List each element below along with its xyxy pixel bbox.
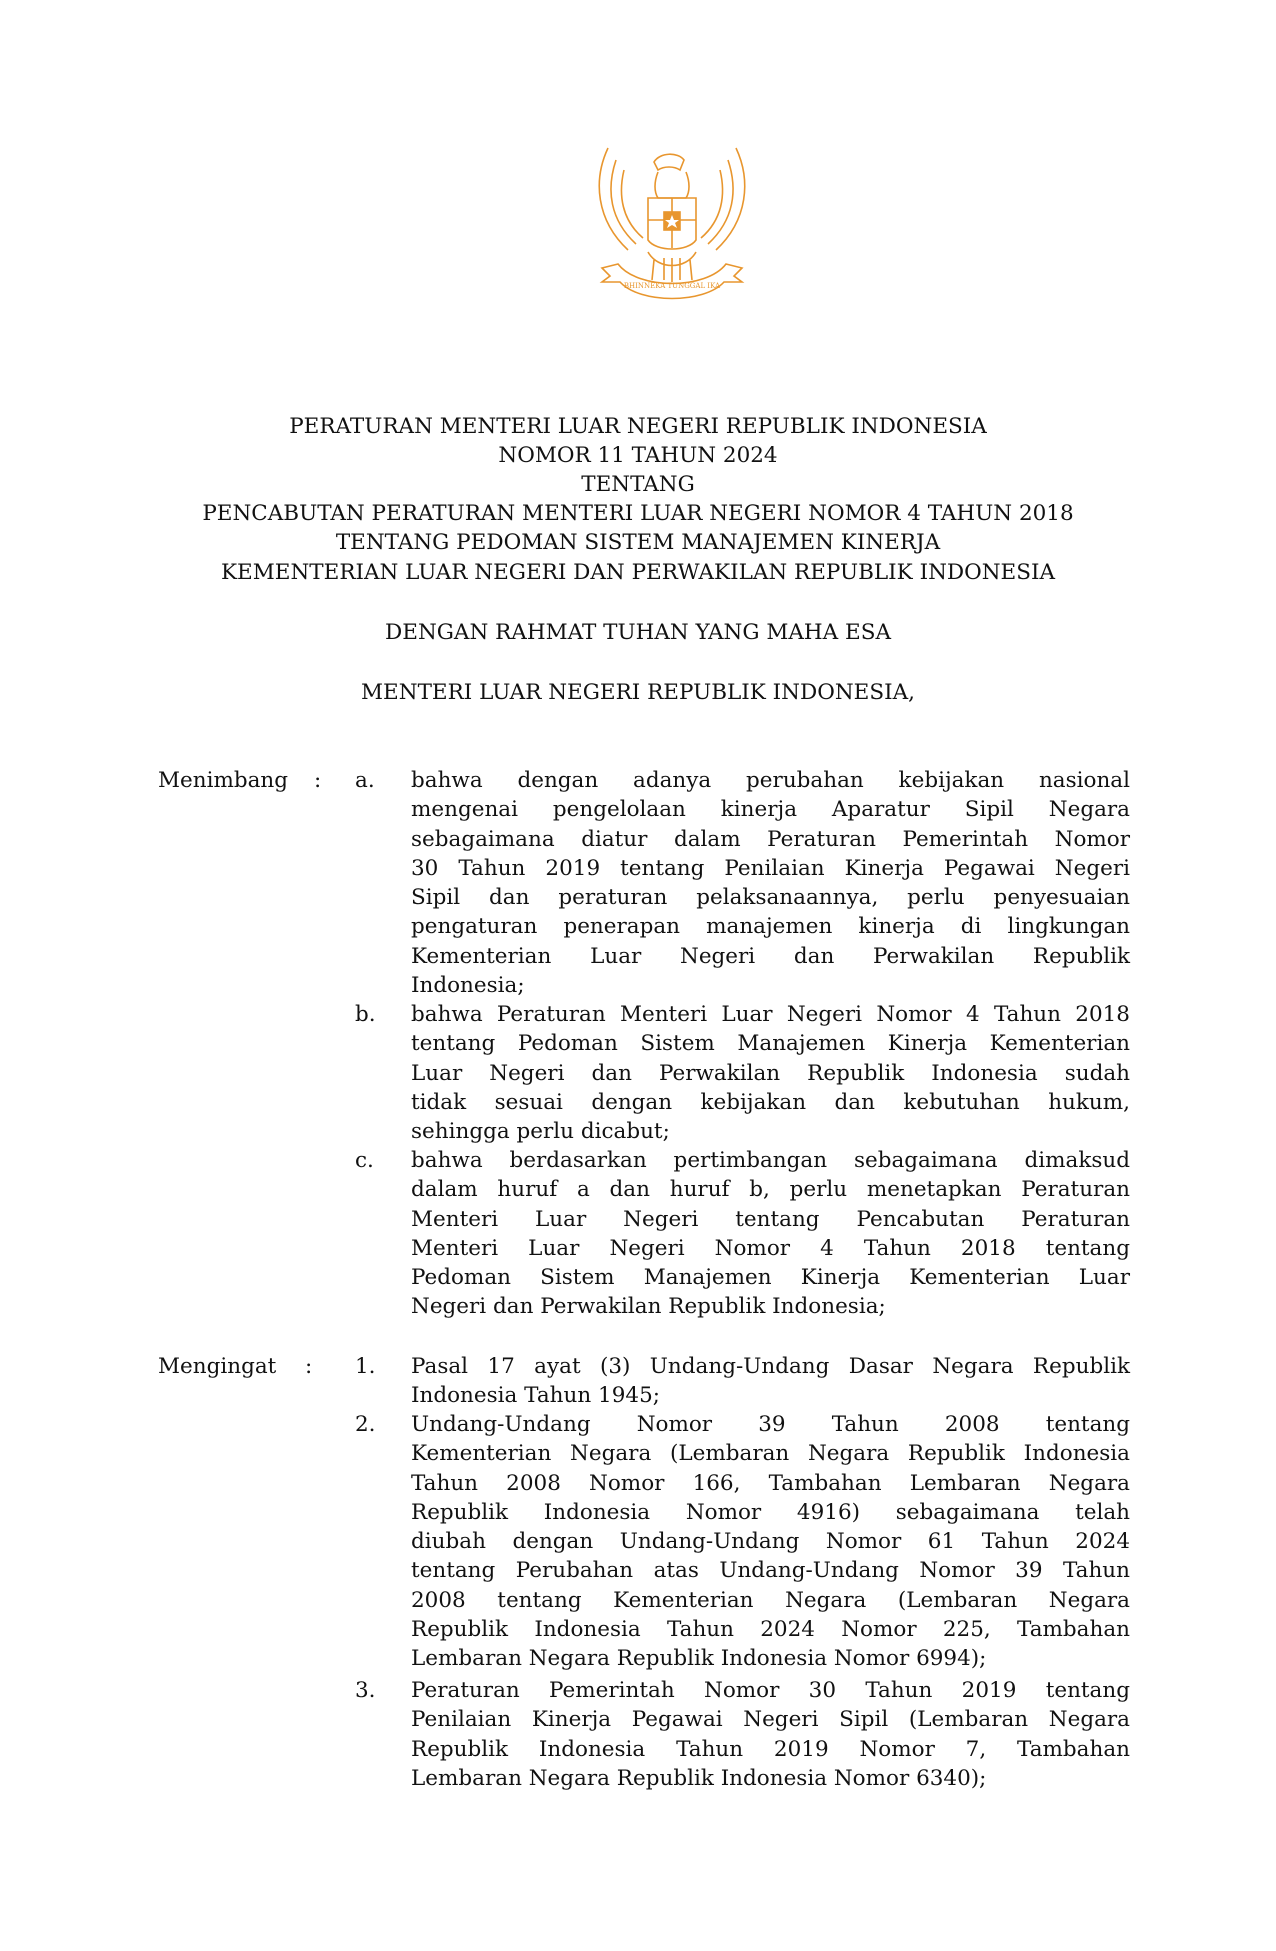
menimbang-label: Menimbang [158, 768, 289, 793]
title-line: NOMOR 11 TAHUN 2024 [498, 443, 778, 468]
item-text [411, 1410, 1130, 1674]
text-line: tentang Perubahan atas Undang-Undang Nomor 39 Tahun [411, 1558, 1130, 1584]
item-text [411, 766, 1130, 1000]
mengingat-colon: : [305, 1354, 313, 1379]
text-line: Tahun 2008 Nomor 166, Tambahan Lembaran Negara [411, 1470, 1130, 1496]
item-text [411, 1146, 1130, 1322]
menimbang-colon: : [314, 768, 322, 793]
text-line: mengenai pengelolaan kinerja Aparatur Sipil Negara [411, 797, 1130, 823]
emblem-motto: BHINNEKA TUNGGAL IKA [623, 282, 721, 290]
text-line: bahwa Peraturan Menteri Luar Negeri Nomor 4 Tahun 2018 [411, 1002, 1130, 1027]
item-marker: c. [355, 1148, 374, 1173]
text-line: Lembaran Negara Republik Indonesia Nomor 6994); [411, 1646, 987, 1672]
item-marker: b. [355, 1002, 376, 1027]
text-line: bahwa berdasarkan pertimbangan sebagaimana dimaksud [411, 1148, 1130, 1173]
text-line: Menteri Luar Negeri Nomor 4 Tahun 2018 tentang [411, 1235, 1130, 1261]
item-marker: 1. [355, 1354, 376, 1379]
text-line: Menteri Luar Negeri tentang Pencabutan Peraturan [411, 1206, 1130, 1232]
text-line: Kementerian Luar Negeri dan Perwakilan Republik [411, 943, 1130, 969]
title-line: TENTANG PEDOMAN SISTEM MANAJEMEN KINERJA [335, 530, 941, 555]
text-line: pengaturan penerapan manajemen kinerja di lingkungan [411, 914, 1130, 940]
text-line: 30 Tahun 2019 tentang Penilaian Kinerja Pegawai Negeri [411, 855, 1130, 881]
text-line: diubah dengan Undang-Undang Nomor 61 Tahun 2024 [411, 1529, 1130, 1555]
item-marker: 3. [355, 1678, 376, 1703]
mengingat-label: Mengingat [158, 1354, 277, 1379]
text-line: Republik Indonesia Tahun 2019 Nomor 7, Tambahan [411, 1736, 1130, 1762]
text-line: Negeri dan Perwakilan Republik Indonesia; [411, 1294, 886, 1320]
text-line: bahwa dengan adanya perubahan kebijakan nasional [411, 768, 1130, 793]
text-line: Pedoman Sistem Manajemen Kinerja Kementerian Luar [411, 1265, 1130, 1291]
item-text [411, 1000, 1130, 1146]
garuda-emblem-icon [588, 140, 756, 306]
preamble: DENGAN RAHMAT TUHAN YANG MAHA ESA [385, 620, 891, 645]
item-marker: 2. [355, 1412, 376, 1437]
title-line: TENTANG [581, 472, 695, 497]
item-text [411, 1676, 1130, 1793]
text-line: sehingga perlu dicabut; [411, 1119, 670, 1145]
text-line: Peraturan Pemerintah Nomor 30 Tahun 2019 tentang [411, 1678, 1130, 1703]
text-line: Lembaran Negara Republik Indonesia Nomor 6340); [411, 1765, 987, 1791]
text-line: Sipil dan peraturan pelaksanaannya, perlu penyesuaian [411, 885, 1130, 911]
text-line: tidak sesuai dengan kebijakan dan kebutuhan hukum, [411, 1089, 1130, 1115]
text-line: Luar Negeri dan Perwakilan Republik Indonesia sudah [411, 1060, 1130, 1086]
text-line: Indonesia Tahun 1945; [411, 1383, 661, 1409]
text-line: Kementerian Negara (Lembaran Negara Republik Indonesia [411, 1441, 1130, 1467]
issuer: MENTERI LUAR NEGERI REPUBLIK INDONESIA, [361, 680, 915, 705]
text-line: Pasal 17 ayat (3) Undang-Undang Dasar Negara Republik [411, 1354, 1130, 1379]
text-line: Indonesia; [411, 973, 525, 999]
text-line: tentang Pedoman Sistem Manajemen Kinerja Kementerian [411, 1031, 1130, 1057]
text-line: Penilaian Kinerja Pegawai Negeri Sipil (Lembaran Negara [411, 1707, 1130, 1733]
text-line: Republik Indonesia Tahun 2024 Nomor 225, Tambahan [411, 1617, 1130, 1643]
text-line: Undang-Undang Nomor 39 Tahun 2008 tentang [411, 1412, 1130, 1437]
text-line: 2008 tentang Kementerian Negara (Lembaran Negara [411, 1587, 1130, 1613]
item-marker: a. [355, 768, 375, 793]
text-line: Republik Indonesia Nomor 4916) sebagaimana telah [411, 1499, 1130, 1525]
title-line: PENCABUTAN PERATURAN MENTERI LUAR NEGERI NOMOR 4 TAHUN 2018 [202, 501, 1074, 526]
title-line: PERATURAN MENTERI LUAR NEGERI REPUBLIK INDONESIA [289, 414, 987, 439]
title-line: KEMENTERIAN LUAR NEGERI DAN PERWAKILAN REPUBLIK INDONESIA [221, 560, 1055, 585]
item-text [411, 1352, 1130, 1411]
text-line: sebagaimana diatur dalam Peraturan Pemerintah Nomor [411, 826, 1130, 852]
text-line: dalam huruf a dan huruf b, perlu menetapkan Peraturan [411, 1177, 1130, 1203]
